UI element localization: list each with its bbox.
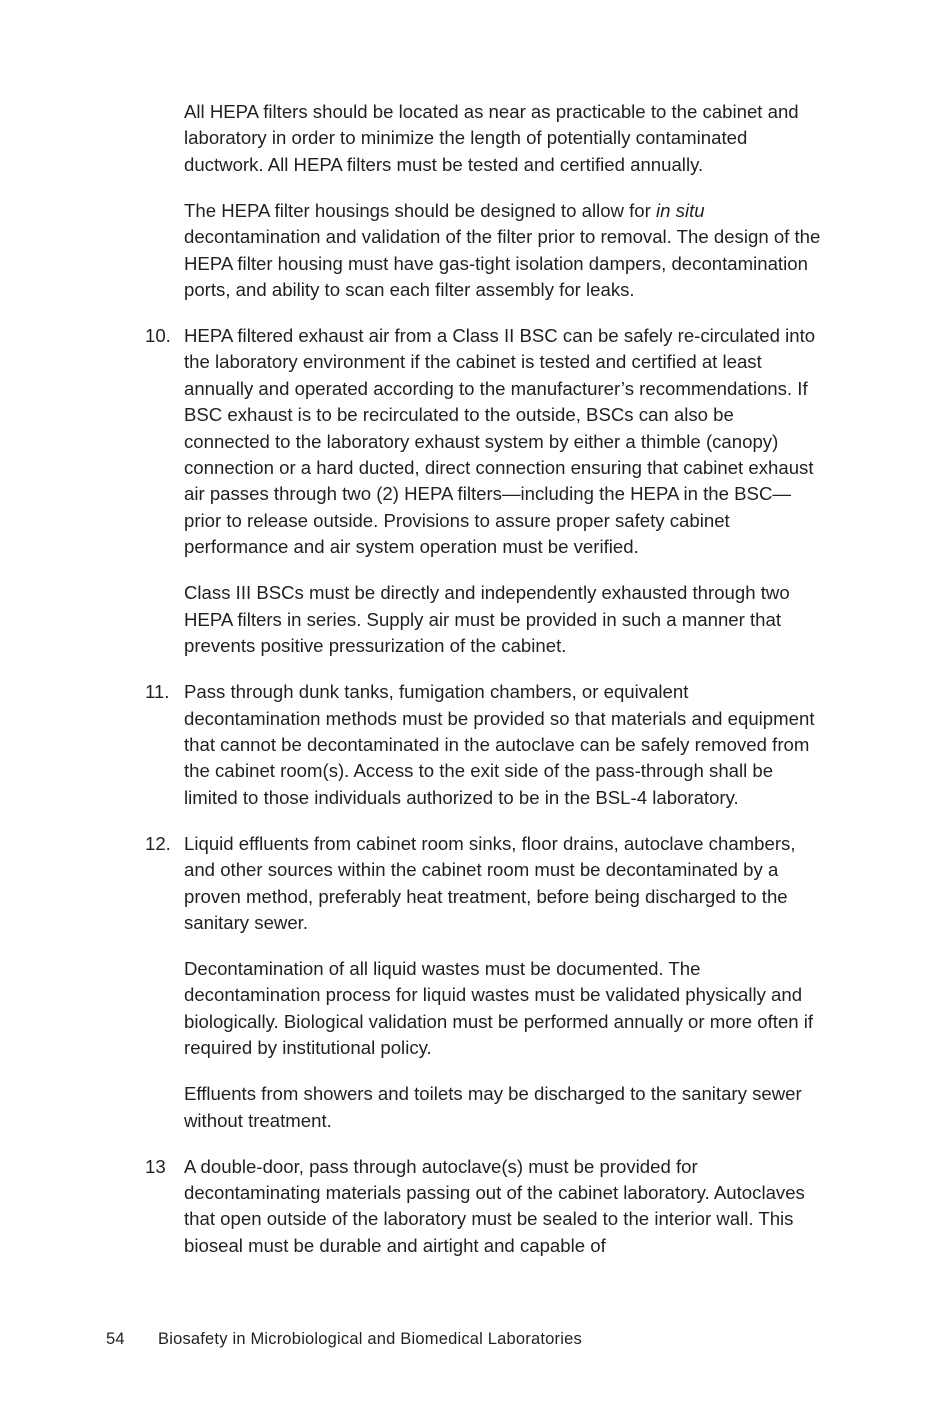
running-title: Biosafety in Microbiological and Biomedical Laboratories xyxy=(158,1330,582,1348)
italic-term: in situ xyxy=(656,199,705,221)
paragraph-shower-effluents: Effluents from showers and toilets may be discharged to the sanitary sewer without treatment. xyxy=(184,1083,802,1131)
item-text: A double-door, pass through autoclave(s) must be provided for decontaminating materials passing out of the cabinet laboratory. Autoclaves that open outside of the laboratory must be sealed to the interior wall. This bioseal must be durable and airtight and capable of xyxy=(184,1155,805,1256)
item-text: Liquid effluents from cabinet room sinks, floor drains, autoclave chambers, and other sources within the cabinet room must be decontaminated by a proven method, preferably heat treatment, before being discharged to the sanitary sewer. xyxy=(184,832,796,933)
paragraph-class-iii-bsc: Class III BSCs must be directly and independently exhausted through two HEPA filters in series. Supply air must be provided in such a manner that prevents positive pressurization of the cabinet. xyxy=(184,582,790,657)
item-number: 11. xyxy=(145,681,170,703)
list-item-13 xyxy=(145,1154,835,1260)
paragraph-hepa-housing xyxy=(184,198,824,304)
item-number: 10. xyxy=(145,325,171,347)
page-number: 54 xyxy=(106,1330,125,1348)
page-body xyxy=(145,99,835,1279)
list-item-11 xyxy=(145,679,835,811)
page-footer xyxy=(106,1328,582,1350)
paragraph-text: The HEPA filter housings should be designed to allow for xyxy=(184,199,657,221)
item-number: 12. xyxy=(145,832,171,854)
paragraph-liquid-waste-decon: Decontamination of all liquid wastes must be documented. The decontamination process for liquid wastes must be validated physically and biologically. Biological validation must be performed annually or more often if required by institutional policy. xyxy=(184,957,814,1059)
item-number: 13 xyxy=(145,1155,166,1177)
item-text: HEPA filtered exhaust air from a Class II BSC can be safely re-circulated into the laboratory environment if the cabinet is tested and certified at least annually and operated according to the manufacturer’s recommendations. If BSC exhaust is to be recirculated to the outside, BSCs can also be connected to the laboratory exhaust system by either a thimble (canopy) connection or a hard ducted, direct connection ensuring that cabinet exhaust air passes through two (2) HEPA filters—including the HEPA in the BSC—prior to release outside. Provisions to assure proper safety cabinet performance and air system operation must be verified. xyxy=(184,325,816,558)
item-text: Pass through dunk tanks, fumigation chambers, or equivalent decontamination methods must be provided so that materials and equipment that cannot be decontaminated in the autoclave can be safely removed from the cabinet room(s). Access to the exit side of the pass-through shall be limited to those individuals authorized to be in the BSL-4 laboratory. xyxy=(184,681,815,808)
list-item-10 xyxy=(145,323,835,561)
paragraph-text: decontamination and validation of the filter prior to removal. The design of the HEPA filter housing must have gas-tight isolation dampers, decontamination ports, and ability to scan each filter assembly for leaks. xyxy=(184,226,821,301)
list-item-12 xyxy=(145,831,835,937)
paragraph-hepa-location: All HEPA filters should be located as near as practicable to the cabinet and laboratory in order to minimize the length of potentially contaminated ductwork. All HEPA filters must be tested and certified annually. xyxy=(184,101,799,175)
